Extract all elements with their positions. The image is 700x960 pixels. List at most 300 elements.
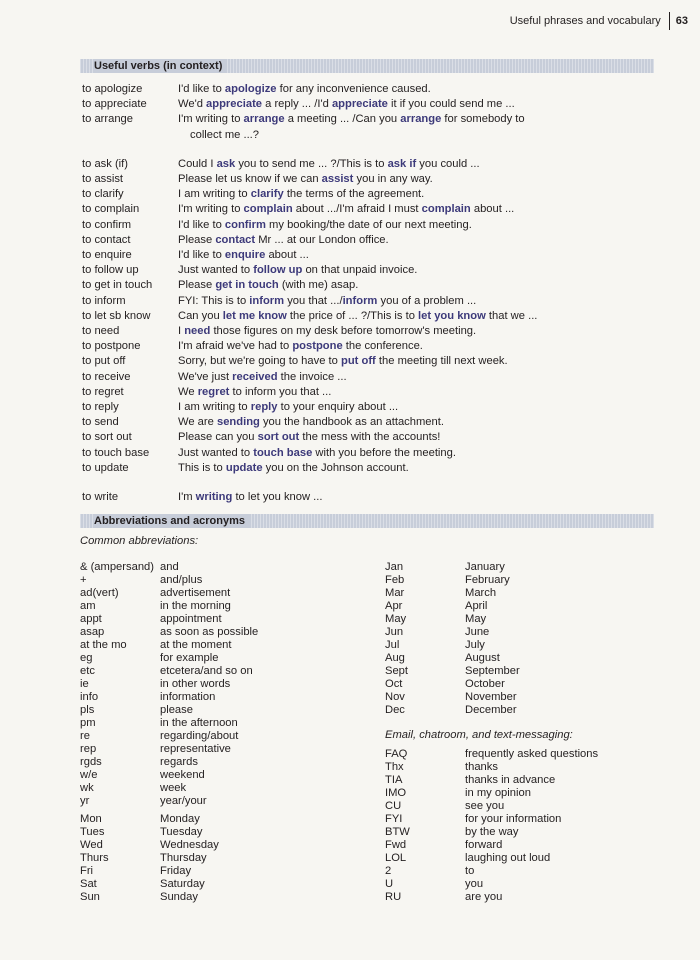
example-text: about ... [265, 249, 309, 262]
common-abbrev-row [80, 678, 258, 691]
common-abbrev-row [80, 691, 258, 704]
keyword: follow up [253, 264, 303, 277]
example-text: (with me) asap. [278, 279, 359, 292]
verb-example [178, 263, 662, 278]
common-abbrev-abbr: pm [80, 717, 96, 729]
common-abbrev-row [80, 665, 258, 678]
common-abbrev-abbr: w/e [80, 769, 98, 781]
example-text: FYI: This is to [178, 294, 250, 307]
keyword: received [232, 370, 278, 383]
keyword: writing [195, 491, 233, 504]
common-abbrev-abbr: re [80, 730, 90, 742]
month-meaning: September [465, 665, 520, 677]
common-abbrev-abbr: etc [80, 665, 95, 677]
verb-term: to reply [82, 401, 119, 414]
common-abbrev-abbr: yr [80, 795, 90, 807]
common-abbrev-abbr: ad(vert) [80, 587, 119, 599]
example-text: I'd like to [178, 218, 225, 231]
month-row [385, 600, 520, 613]
verb-row [82, 339, 662, 354]
month-abbr: Jul [385, 639, 400, 651]
keyword: inform [342, 294, 378, 307]
example-text: my booking/the date of our next meeting. [265, 218, 472, 231]
example-text: Please can you [178, 431, 258, 444]
common-abbrev-meaning: week [160, 782, 187, 794]
keyword: appreciate [206, 98, 263, 111]
common-abbrev-meaning: regards [160, 756, 198, 768]
verb-example [178, 446, 662, 461]
verb-row [82, 112, 662, 142]
month-abbr: Jan [385, 561, 404, 573]
example-text: Just wanted to [178, 446, 254, 459]
verb-term: to clarify [82, 188, 124, 201]
chat-abbrev-row [385, 800, 598, 813]
example-text: for any inconvenience caused. [276, 83, 431, 95]
verb-term: to need [82, 325, 120, 338]
common-abbrev-row [80, 782, 258, 795]
chat-abbrev-abbr: FAQ [385, 748, 408, 760]
keyword: appreciate [331, 98, 388, 111]
verb-example [178, 187, 662, 202]
keyword: let me know [222, 309, 287, 322]
verb-row [82, 415, 662, 430]
keyword: sending [216, 416, 260, 429]
common-abbrev-meaning: information [160, 691, 216, 703]
chat-abbrev-meaning: you [465, 878, 484, 890]
day-row [80, 826, 219, 839]
example-text: the mess with the accounts! [299, 431, 441, 444]
month-meaning: April [465, 600, 488, 612]
example-text: you on the Johnson account. [262, 461, 409, 474]
example-text: I'm afraid we've had to [178, 340, 293, 353]
common-abbrev-meaning: at the moment [160, 639, 232, 651]
keyword: inform [249, 294, 285, 307]
verb-row [82, 157, 662, 172]
verbs-list [82, 82, 662, 505]
month-abbr: Oct [385, 678, 403, 690]
verb-term: to confirm [82, 218, 132, 231]
keyword: apologize [224, 83, 277, 95]
keyword: need [184, 325, 211, 338]
example-text: the terms of the agreement. [283, 188, 425, 201]
verb-row [82, 263, 662, 278]
chat-abbrev-meaning: see you [465, 800, 505, 812]
verb-row [82, 218, 662, 233]
month-meaning: November [465, 691, 517, 703]
example-text: you that .../ [284, 294, 343, 307]
common-abbrev-abbr: asap [80, 626, 105, 638]
common-abbrev-meaning: in the morning [160, 600, 231, 612]
month-meaning: October [465, 678, 505, 690]
day-meaning: Tuesday [160, 826, 203, 838]
common-abbrev-meaning: and [160, 561, 179, 573]
common-abbrev-abbr: rgds [80, 756, 102, 768]
example-text: I am writing to [178, 401, 251, 414]
page-number: 63 [675, 15, 688, 27]
chat-abbrev-meaning: forward [465, 839, 503, 851]
month-abbr: May [385, 613, 407, 625]
chat-abbrev-abbr: TIA [385, 774, 403, 786]
keyword: assist [321, 173, 354, 186]
example-continuation: collect me ...? [190, 128, 260, 141]
common-abbrev-row [80, 795, 258, 808]
common-abbrev-abbr: am [80, 600, 96, 612]
day-meaning: Wednesday [160, 839, 219, 851]
chat-abbrev-row [385, 813, 598, 826]
day-meaning: Monday [160, 813, 200, 825]
common-abbrev-meaning: in other words [160, 678, 231, 690]
day-meaning: Thursday [160, 852, 207, 864]
month-abbr: Jun [385, 626, 404, 638]
day-abbr: Sun [80, 891, 100, 903]
verb-example [178, 400, 662, 415]
verb-term: to follow up [82, 264, 139, 277]
month-row [385, 587, 520, 600]
example-text: We've just [178, 370, 233, 383]
verb-row [82, 278, 662, 293]
common-abbrev-meaning: please [160, 704, 193, 716]
verb-term: to touch base [82, 446, 150, 459]
common-abbrev-meaning: etcetera/and so on [160, 665, 253, 677]
day-row [80, 852, 219, 865]
chat-abbrev-row [385, 787, 598, 800]
month-meaning: March [465, 587, 497, 599]
month-row [385, 574, 520, 587]
chat-abbrev-abbr: LOL [385, 852, 407, 864]
example-text: Just wanted to [178, 264, 254, 277]
common-abbrev-list [80, 561, 258, 808]
chat-abbrev-row [385, 774, 598, 787]
common-abbrev-meaning: representative [160, 743, 231, 755]
verb-term: to apologize [82, 83, 143, 95]
verb-example [178, 202, 662, 217]
chat-abbrev-meaning: for your information [465, 813, 562, 825]
verb-example [178, 309, 662, 324]
keyword: reply [250, 401, 278, 414]
example-text: to inform you that ... [229, 385, 332, 398]
chat-abbrev-row [385, 878, 598, 891]
example-text: Please [178, 279, 216, 292]
keyword: let you know [418, 309, 486, 322]
month-meaning: June [465, 626, 490, 638]
verb-example [178, 112, 662, 142]
header-title: Useful phrases and vocabulary [509, 15, 661, 27]
day-row [80, 878, 219, 891]
verb-term: to inform [82, 294, 126, 307]
verb-example [178, 278, 662, 293]
month-abbr: Aug [385, 652, 405, 664]
chat-abbrev-row [385, 865, 598, 878]
month-abbr: Mar [385, 587, 405, 599]
common-abbrev-label: Common abbreviations: [80, 535, 199, 547]
example-text: Sorry, but we're going to have to [178, 355, 341, 368]
example-text: with you before the meeting. [312, 446, 456, 459]
keyword: postpone [292, 340, 343, 353]
example-text: I'd like to [178, 249, 225, 262]
day-abbr: Tues [80, 826, 105, 838]
keyword: confirm [224, 218, 266, 231]
verb-example [178, 97, 662, 112]
verb-example [178, 490, 662, 505]
example-text: We'd [178, 98, 207, 111]
days-list [80, 813, 219, 904]
example-text: I'm [178, 491, 196, 504]
chat-abbrev-row [385, 761, 598, 774]
keyword: complain [243, 203, 293, 216]
example-text: We are [178, 416, 217, 429]
header-divider [669, 12, 670, 30]
verb-row [82, 430, 662, 445]
month-meaning: July [465, 639, 485, 651]
example-text: This is to [178, 461, 226, 474]
chat-abbrev-abbr: U [385, 878, 394, 890]
common-abbrev-abbr: at the mo [80, 639, 127, 651]
month-meaning: May [465, 613, 487, 625]
day-abbr: Wed [80, 839, 103, 851]
chat-abbrev-meaning: to [465, 865, 475, 877]
example-text: about .../I'm afraid I must [292, 203, 422, 216]
common-abbrev-meaning: weekend [160, 769, 205, 781]
common-abbrev-meaning: and/plus [160, 574, 203, 586]
common-abbrev-meaning: advertisement [160, 587, 231, 599]
common-abbrev-abbr: + [80, 574, 87, 586]
common-abbrev-row [80, 626, 258, 639]
verb-example [178, 218, 662, 233]
verb-term: to postpone [82, 340, 141, 353]
keyword: arrange [400, 113, 442, 126]
verb-row [82, 400, 662, 415]
example-text: Please let us know if we can [178, 173, 322, 186]
verb-example [178, 354, 662, 369]
example-text: you the handbook as an attachment. [259, 416, 444, 429]
chat-abbrev-meaning: frequently asked questions [465, 748, 599, 760]
common-abbrev-meaning: as soon as possible [160, 626, 259, 638]
verb-row [82, 187, 662, 202]
verbs-section-heading: Useful verbs (in context) [94, 59, 226, 73]
month-row [385, 626, 520, 639]
month-abbr: Nov [385, 691, 405, 703]
verb-term: to assist [82, 173, 124, 186]
example-text: that we ... [485, 309, 538, 322]
common-abbrev-row [80, 730, 258, 743]
verb-term: to write [82, 491, 119, 504]
day-abbr: Fri [80, 865, 94, 877]
keyword: ask if [387, 157, 417, 170]
common-abbrev-row [80, 561, 258, 574]
example-text: it if you could send me ... [387, 98, 515, 111]
chat-abbrev-meaning: are you [465, 891, 503, 903]
common-abbrev-abbr: wk [80, 782, 94, 794]
common-abbrev-meaning: year/your [160, 795, 207, 807]
verb-term: to sort out [82, 431, 132, 444]
common-abbrev-meaning: appointment [160, 613, 222, 625]
verb-example [178, 370, 662, 385]
verb-row [82, 172, 662, 187]
example-text: on that unpaid invoice. [302, 264, 418, 277]
verb-example [178, 248, 662, 263]
common-abbrev-row [80, 574, 258, 587]
common-abbrev-meaning: for example [160, 652, 219, 664]
month-abbr: Feb [385, 574, 405, 586]
example-text: I'd like to [178, 83, 225, 95]
common-abbrev-row [80, 600, 258, 613]
day-row [80, 891, 219, 904]
day-row [80, 813, 219, 826]
chat-abbrev-meaning: by the way [465, 826, 519, 838]
common-abbrev-abbr: ie [80, 678, 89, 690]
month-meaning: August [465, 652, 500, 664]
keyword: get in touch [215, 279, 279, 292]
day-abbr: Thurs [80, 852, 109, 864]
chat-abbrev-row [385, 748, 598, 761]
chat-abbrev-abbr: IMO [385, 787, 407, 799]
day-abbr: Mon [80, 813, 102, 825]
common-abbrev-row [80, 613, 258, 626]
keyword: enquire [224, 249, 266, 262]
chat-abbrev-abbr: RU [385, 891, 402, 903]
common-abbrev-row [80, 769, 258, 782]
keyword: arrange [243, 113, 285, 126]
verb-term: to complain [82, 203, 140, 216]
example-text: a reply ... /I'd [262, 98, 332, 111]
verb-example [178, 385, 662, 400]
chat-abbrev-meaning: in my opinion [465, 787, 531, 799]
example-text: the price of ... ?/This is to [286, 309, 419, 322]
common-abbrev-abbr: & (ampersand) [80, 561, 154, 573]
verbs-section-band [80, 59, 654, 73]
day-meaning: Saturday [160, 878, 205, 890]
month-row [385, 665, 520, 678]
month-row [385, 652, 520, 665]
common-abbrev-row [80, 743, 258, 756]
example-text: a meeting ... /Can you [284, 113, 401, 126]
month-meaning: February [465, 574, 510, 586]
verb-row [82, 324, 662, 339]
month-meaning: December [465, 704, 517, 716]
example-text: the conference. [342, 340, 423, 353]
verb-row [82, 385, 662, 400]
example-text: for somebody to [441, 113, 525, 126]
verb-example [178, 157, 662, 172]
day-abbr: Sat [80, 878, 97, 890]
keyword: sort out [257, 431, 300, 444]
verb-row [82, 309, 662, 324]
month-abbr: Dec [385, 704, 405, 716]
verb-term: to update [82, 461, 129, 474]
month-row [385, 678, 520, 691]
verb-term: to contact [82, 233, 131, 246]
common-abbrev-abbr: eg [80, 652, 93, 664]
month-row [385, 691, 520, 704]
verb-example [178, 339, 662, 354]
example-text: you of a problem ... [377, 294, 477, 307]
verb-term: to enquire [82, 249, 132, 262]
common-abbrev-meaning: in the afternoon [160, 717, 238, 729]
common-abbrev-row [80, 587, 258, 600]
keyword: complain [421, 203, 471, 216]
chat-abbrev-abbr: Fwd [385, 839, 407, 851]
chat-abbrev-row [385, 839, 598, 852]
example-text: We [178, 385, 198, 398]
example-text: about ... [470, 203, 515, 216]
chat-abbrev-row [385, 891, 598, 904]
example-text: I'm writing to [178, 113, 244, 126]
example-text: the meeting till next week. [375, 355, 508, 368]
month-row [385, 639, 520, 652]
example-text: Could I [178, 157, 217, 170]
chat-abbrev-abbr: FYI [385, 813, 403, 825]
month-row [385, 704, 520, 717]
verb-example [178, 294, 662, 309]
verb-row [82, 294, 662, 309]
common-abbrev-abbr: info [80, 691, 99, 703]
example-text: to let you know ... [232, 491, 323, 504]
example-text: Mr ... at our London office. [255, 233, 389, 246]
verb-example [178, 82, 662, 97]
example-text: I [178, 325, 185, 338]
chat-abbrev-meaning: laughing out loud [465, 852, 551, 864]
verb-row [82, 354, 662, 369]
common-abbrev-meaning: regarding/about [160, 730, 239, 742]
day-meaning: Sunday [160, 891, 198, 903]
example-text: you to send me ... ?/This is to [235, 157, 388, 170]
verb-example [178, 172, 662, 187]
verb-row [82, 370, 662, 385]
abbrev-section-band [80, 514, 654, 528]
chat-abbrev-meaning: thanks [465, 761, 498, 773]
common-abbrev-row [80, 704, 258, 717]
chat-abbrev-label: Email, chatroom, and text-messaging: [385, 729, 573, 741]
chat-abbrev-meaning: thanks in advance [465, 774, 556, 786]
month-abbr: Sept [385, 665, 409, 677]
months-list [385, 561, 520, 717]
example-text: Please [178, 233, 216, 246]
example-text: Can you [178, 309, 223, 322]
verb-example [178, 324, 662, 339]
verb-term: to regret [82, 385, 124, 398]
common-abbrev-row [80, 756, 258, 769]
month-meaning: January [465, 561, 505, 573]
keyword: ask [216, 157, 236, 170]
abbrev-section-heading: Abbreviations and acronyms [94, 514, 249, 528]
verb-term: to appreciate [82, 98, 147, 111]
month-row [385, 613, 520, 626]
chat-abbrev-list [385, 748, 598, 904]
keyword: touch base [253, 446, 313, 459]
chat-abbrev-row [385, 852, 598, 865]
page-header [510, 12, 688, 30]
verb-row [82, 97, 662, 112]
month-row [385, 561, 520, 574]
verb-example [178, 430, 662, 445]
chat-abbrev-row [385, 826, 598, 839]
keyword: clarify [250, 188, 284, 201]
common-abbrev-abbr: pls [80, 704, 95, 716]
keyword: contact [215, 233, 256, 246]
example-text: you could ... [416, 157, 480, 170]
verb-row [82, 248, 662, 263]
chat-abbrev-abbr: 2 [385, 865, 392, 877]
keyword: put off [341, 355, 376, 368]
example-text: you in any way. [353, 173, 433, 186]
example-text: the invoice ... [277, 370, 347, 383]
verb-term: to put off [82, 355, 126, 368]
chat-abbrev-abbr: BTW [385, 826, 410, 838]
day-row [80, 865, 219, 878]
keyword: update [225, 461, 263, 474]
verb-term: to let sb know [82, 309, 151, 322]
verb-term: to get in touch [82, 279, 153, 292]
